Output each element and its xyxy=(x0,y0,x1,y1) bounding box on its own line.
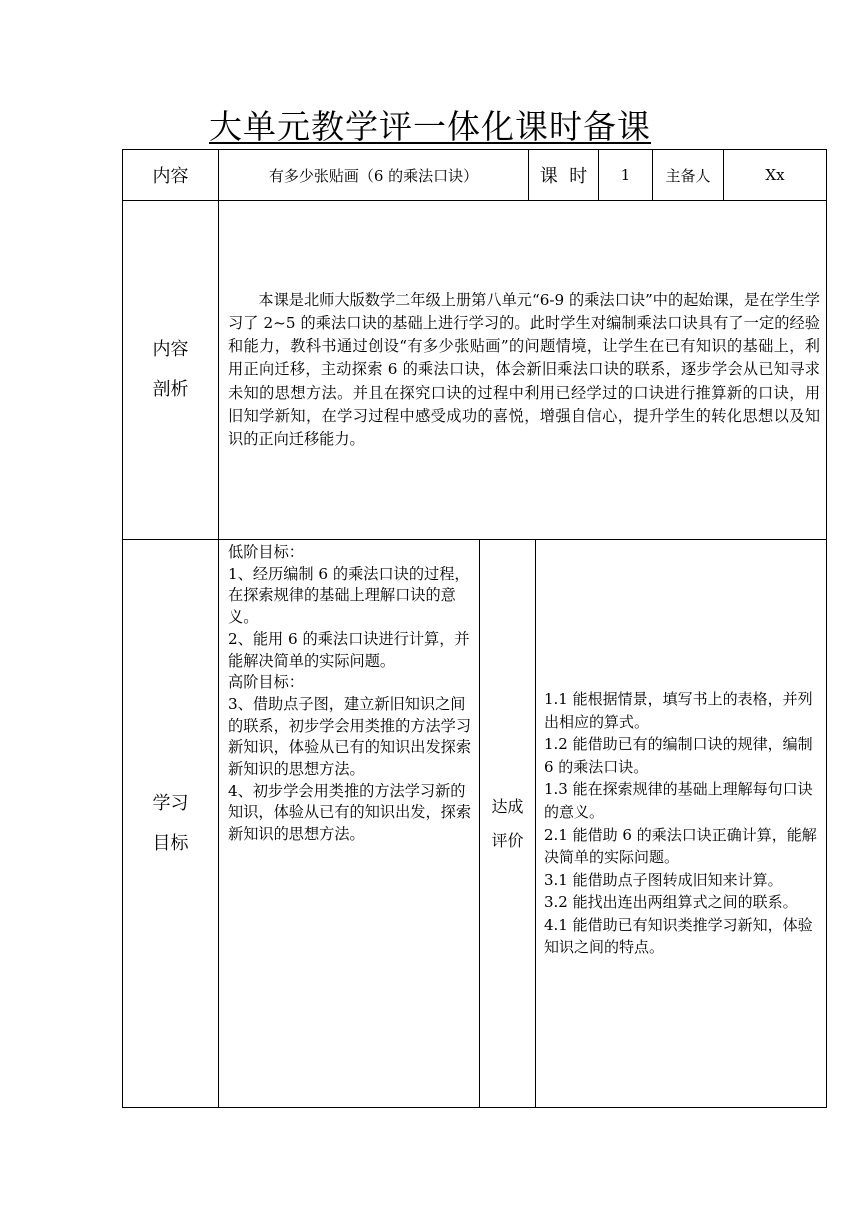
goal-item: 3、借助点子图，建立新旧知识之间的联系，初步学会用类推的方法学习新知识，体验从已有的知识出发探索新知识的思想方法。 xyxy=(228,694,471,779)
period-label-cell xyxy=(528,149,599,201)
preparer-label: 主备人 xyxy=(665,166,711,185)
page-title: 大单元教学评一体化课时备课 xyxy=(209,107,651,146)
eval-label-line1: 达成 xyxy=(491,796,524,816)
content-label-cell xyxy=(122,149,219,201)
objectives-label-line2: 目标 xyxy=(152,832,189,854)
period-value-cell xyxy=(598,149,653,201)
lesson-title-cell xyxy=(218,149,529,201)
analysis-text: 本课是北师大版数学二年级上册第八单元“6-9 的乘法口诀”中的起始课，是在学生学习了 2~5 的乘法口诀的基础上进行学习的。此时学生对编制乘法口诀具有了一定的经验和能力，教科书通过创设“有多少张贴画”的问题情境，让学生在已有知识的基础上，利用正向迁移，主动探索 6 的乘法口诀，体会新旧乘法口诀的联系，逐步学会从已知寻求未知的思想方法。并且在探究口诀的过程中利用已经学过的口诀进行推算新的口诀，用旧知学新知，在学习过程中感受成功的喜悦，增强自信心，提升学生的转化思想以及知识的正向迁移能力。 xyxy=(228,290,820,448)
evaluation-item: 1.2 能借助已有的编制口诀的规律，编制 6 的乘法口诀。 xyxy=(544,735,813,776)
goal-item: 2、能用 6 的乘法口诀进行计算，并能解决简单的实际问题。 xyxy=(228,629,470,670)
period-value: 1 xyxy=(620,166,631,184)
evaluation-item: 2.1 能借助 6 的乘法口诀正确计算，能解决简单的实际问题。 xyxy=(544,825,817,867)
eval-label-line2: 评价 xyxy=(491,830,524,850)
preparer-label-cell xyxy=(652,149,724,201)
evaluations-cell xyxy=(535,539,827,1108)
lesson-title: 有多少张贴画（6 的乘法口诀） xyxy=(268,166,479,185)
objectives-label-line1: 学习 xyxy=(152,792,189,814)
goal-item: 4、初步学会用类推的方法学习新的知识，体验从已有的知识出发，探索新知识的思想方法。 xyxy=(228,781,471,844)
evaluation-item: 4.1 能借助已有知识类推学习新知，体验知识之间的特点。 xyxy=(544,915,813,957)
goal-item: 1、经历编制 6 的乘法口诀的过程，在探索规律的基础上理解口诀的意义。 xyxy=(228,564,470,627)
preparer-value-cell xyxy=(723,149,827,201)
evaluation-item: 3.1 能借助点子图转成旧知来计算。 xyxy=(544,870,783,889)
analysis-label-line1: 内容 xyxy=(152,339,189,360)
eval-label-cell xyxy=(479,539,536,1108)
goal-item: 高阶目标： xyxy=(228,673,304,692)
analysis-label-cell xyxy=(122,200,219,540)
evaluation-item: 1.3 能在探索规律的基础上理解每句口诀的意义。 xyxy=(544,780,813,821)
evaluation-item: 3.2 能找出连出两组算式之间的联系。 xyxy=(544,893,798,912)
objectives-label-cell xyxy=(122,539,219,1108)
analysis-text-cell xyxy=(218,200,827,540)
content-label: 内容 xyxy=(152,166,189,187)
goal-item: 低阶目标： xyxy=(228,543,304,561)
analysis-label-line2: 剖析 xyxy=(152,379,189,400)
evaluation-item: 1.1 能根据情景，填写书上的表格，并列出相应的算式。 xyxy=(544,689,813,731)
goals-cell xyxy=(218,539,480,1108)
preparer-value: Xx xyxy=(765,166,785,184)
period-label: 课 时 xyxy=(539,166,588,187)
